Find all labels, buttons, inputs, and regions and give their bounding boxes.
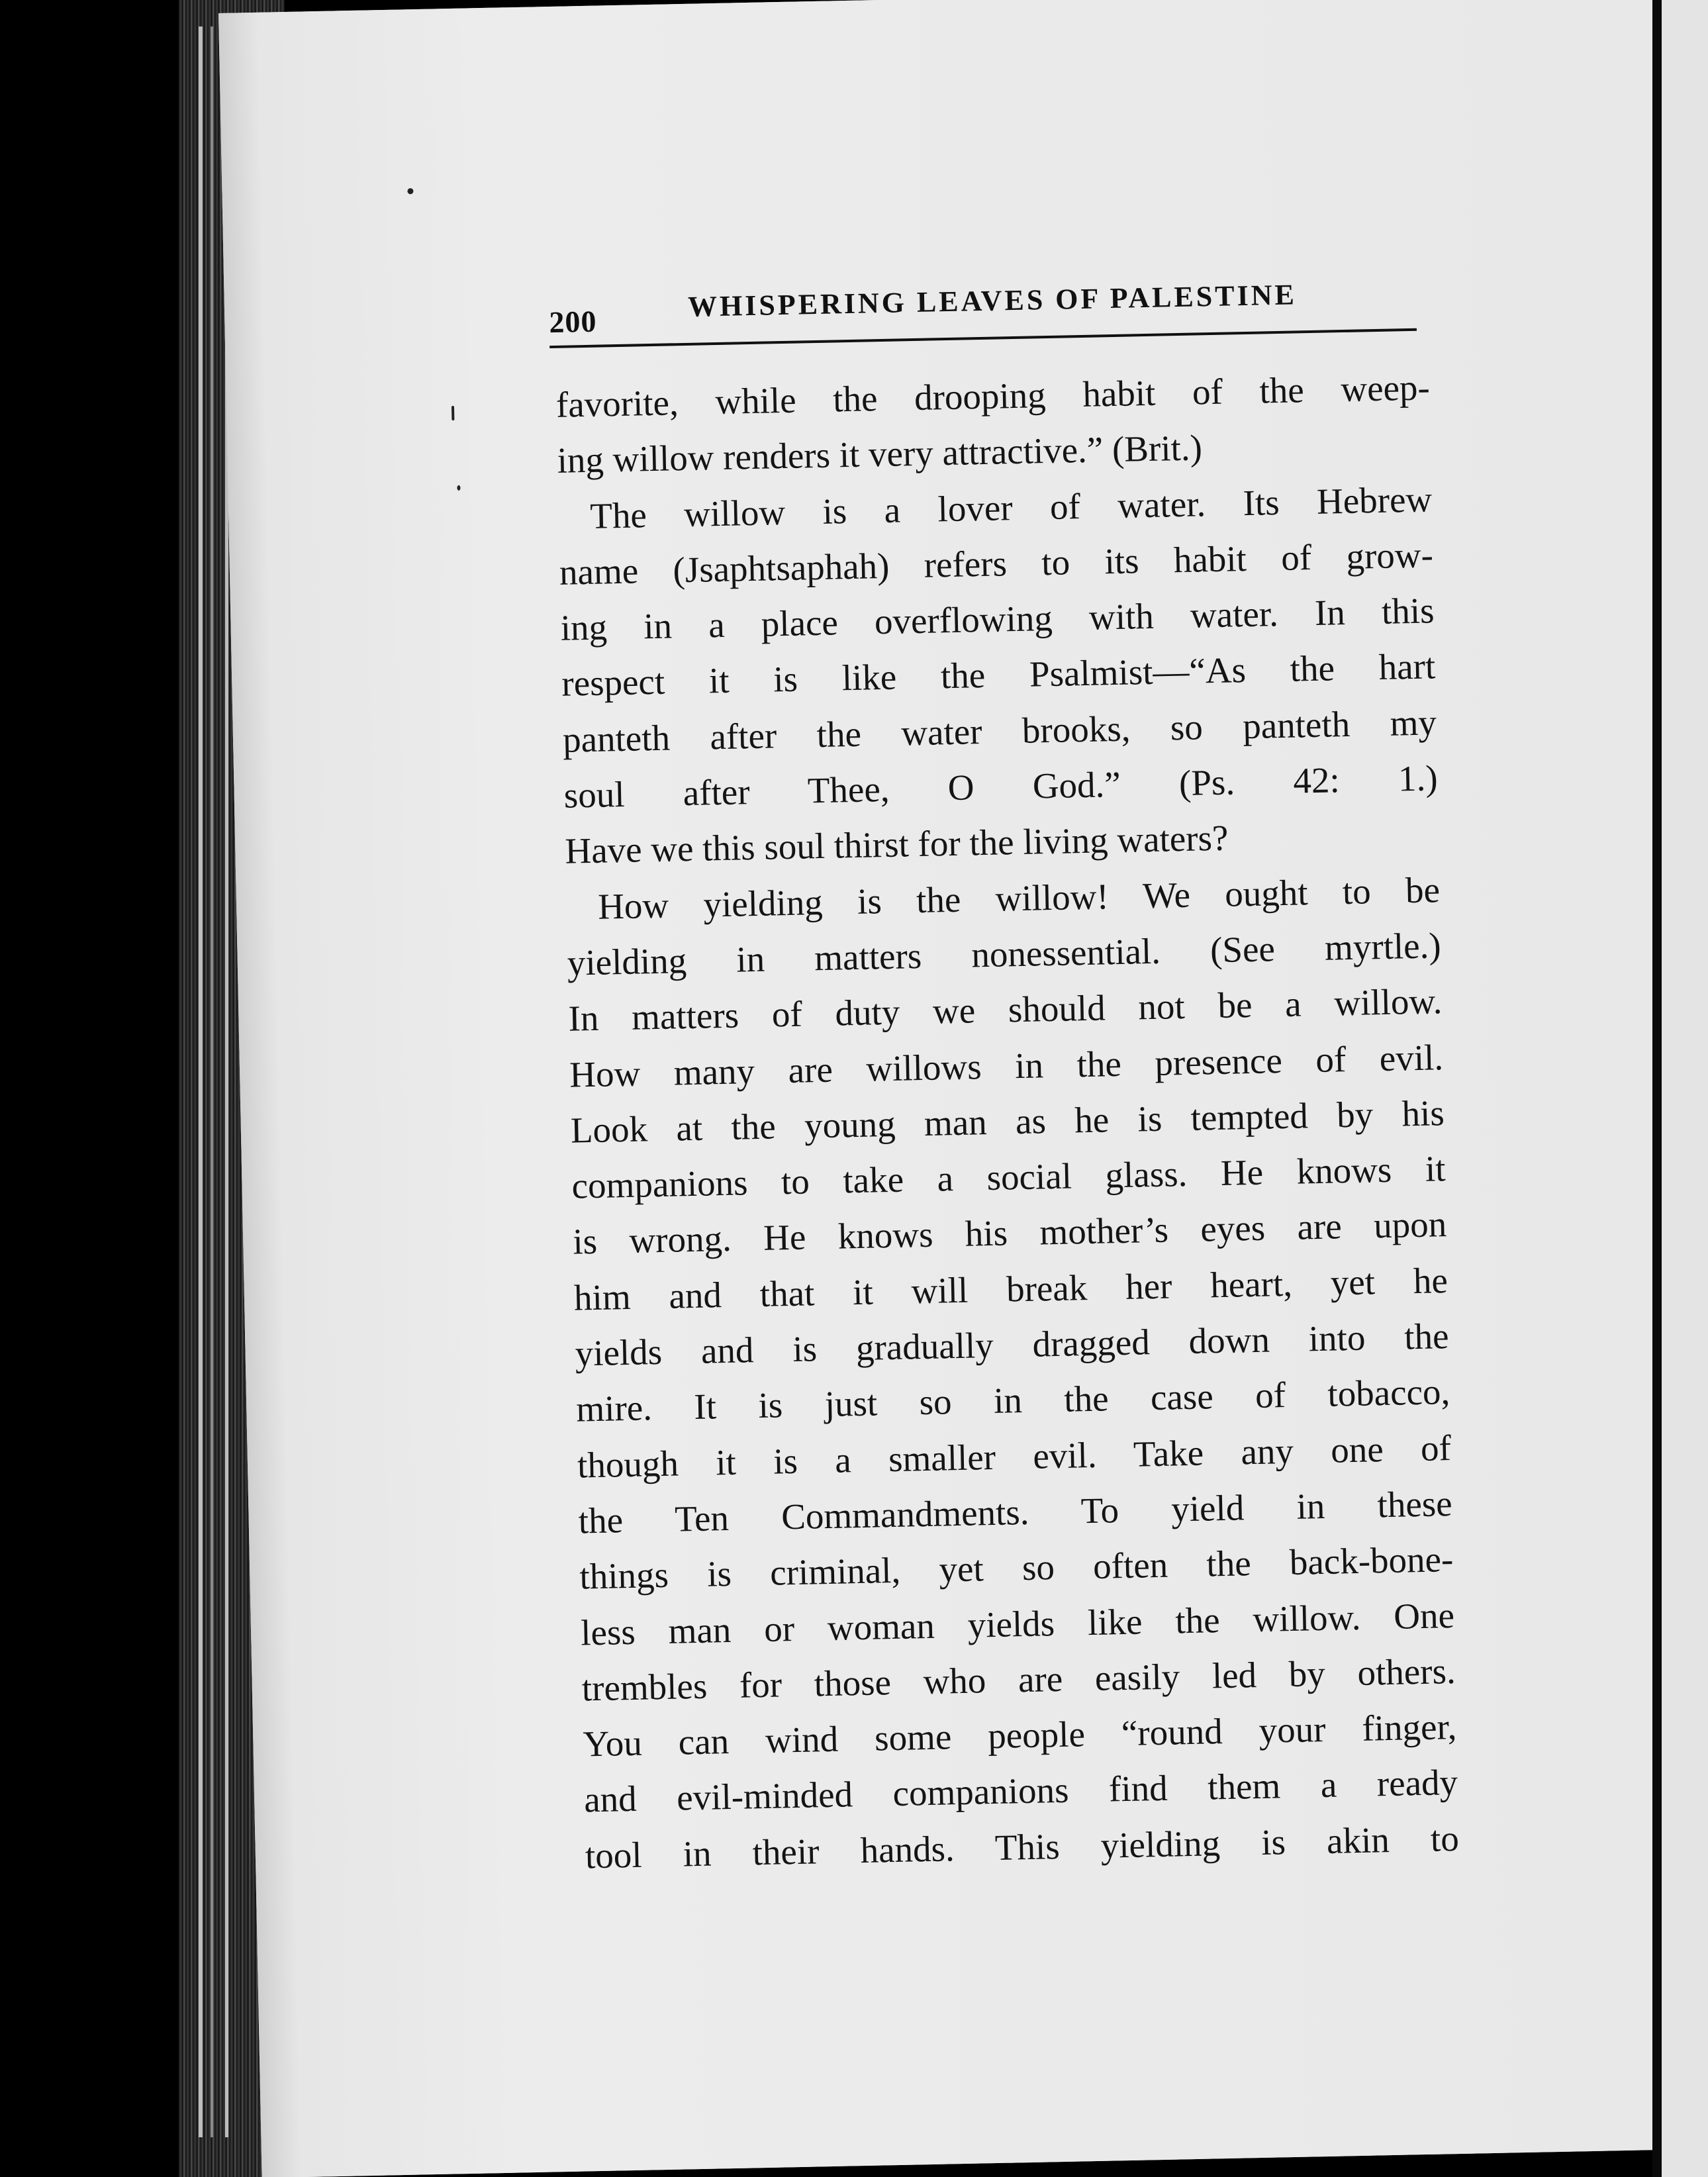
- page-edge-line: [211, 26, 213, 2137]
- text-line: him and that it will break her heart, yet he: [573, 1259, 1448, 1318]
- book-page: [218, 0, 1698, 2177]
- text-line: is wrong. He knows his mother’s eyes are upon: [572, 1204, 1447, 1263]
- text-line: Look at the young man as he is tempted by his: [570, 1092, 1445, 1151]
- text-line: yields and is gradually dragged down into the: [575, 1316, 1450, 1374]
- text-line: and evil-minded companions find them a ready: [583, 1762, 1458, 1820]
- text-line: trembles for those who are easily led by others.: [581, 1650, 1456, 1709]
- text-line: favorite, while the drooping habit of the weep-: [555, 367, 1431, 425]
- text-line: panteth after the water brooks, so panteth my: [562, 702, 1437, 760]
- text-line: respect it is like the Psalmist—“As the hart: [561, 646, 1436, 704]
- text-line: soul after Thee, O God.” (Ps. 42: 1.): [563, 757, 1439, 816]
- page-number: 200: [548, 304, 597, 340]
- body-text: [555, 360, 1459, 1884]
- text-line: yielding in matters nonessential. (See myrtle.): [567, 925, 1442, 983]
- text-line: the Ten Commandments. To yield in these: [578, 1482, 1453, 1541]
- text-line: ing willow renders it very attractive.” (Brit.): [557, 427, 1203, 481]
- text-line: though it is a smaller evil. Take any one of: [577, 1427, 1452, 1486]
- text-line: Have we this soul thirst for the living waters?: [564, 818, 1229, 872]
- text-line: things is criminal, yet so often the back-bone-: [579, 1539, 1454, 1597]
- text-line: less man or woman yields like the willow. One: [580, 1594, 1455, 1653]
- text-line: mire. It is just so in the case of tobacco,: [575, 1371, 1450, 1429]
- text-line: How many are willows in the presence of evil.: [569, 1036, 1444, 1095]
- text-line: In matters of duty we should not be a willow.: [567, 981, 1443, 1039]
- text-line: tool in their hands. This yielding is akin to: [585, 1817, 1460, 1876]
- text-line: How yielding is the willow! We ought to be: [597, 869, 1441, 927]
- text-line: ing in a place overflowing with water. In this: [560, 590, 1435, 648]
- speck: [451, 406, 454, 420]
- text-line: The willow is a lover of water. Its Hebrew: [589, 478, 1433, 536]
- page-edge-line: [199, 26, 203, 2137]
- text-line: You can wind some people “round your finger,: [582, 1706, 1457, 1765]
- running-title: WHISPERING LEAVES OF PALESTINE: [687, 278, 1298, 323]
- facing-page-edge: [1652, 0, 1708, 2177]
- text-line: companions to take a social glass. He knows it: [571, 1148, 1447, 1206]
- text-line: name (Jsaphtsaphah) refers to its habit of grow-: [559, 534, 1434, 593]
- speck: [457, 485, 460, 491]
